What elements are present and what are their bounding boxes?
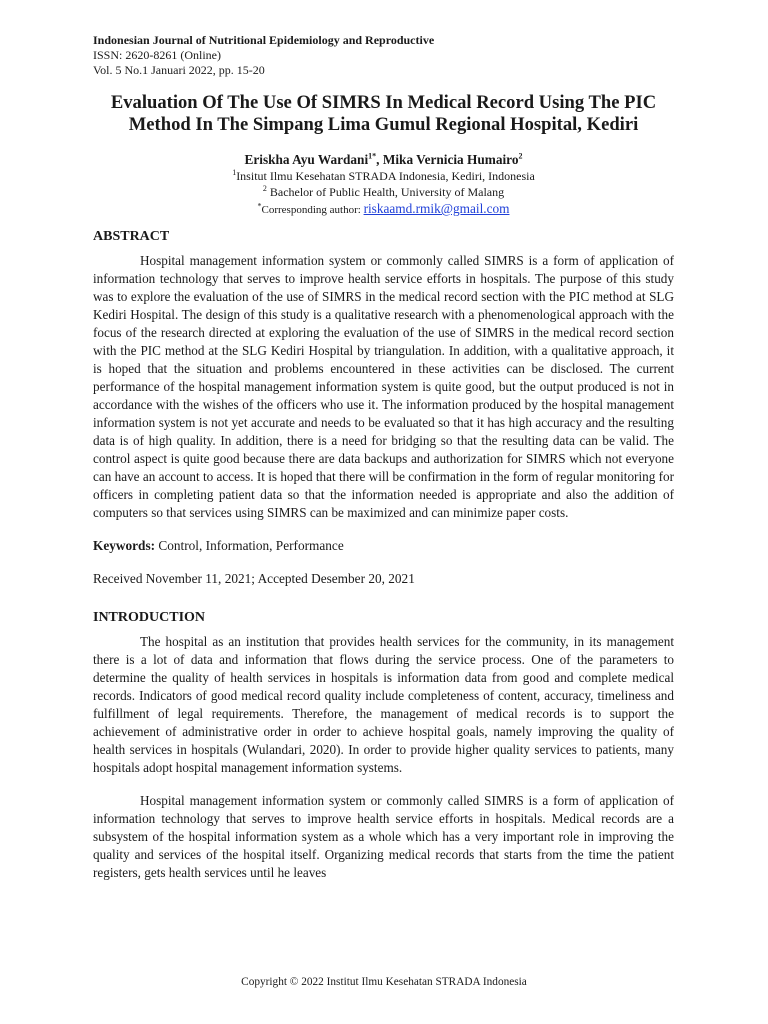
- affiliation-2: [93, 184, 674, 200]
- affiliation-1-marker: 1: [232, 168, 237, 177]
- affiliation-1-text: Insitut Ilmu Kesehatan STRADA Indonesia, Kediri, Indonesia: [236, 169, 535, 183]
- author-separator: ,: [376, 152, 383, 167]
- paper-title: Evaluation Of The Use Of SIMRS In Medical Record Using The PIC Method In The Simpang Lima Gumul Regional Hospital, Kediri: [110, 92, 657, 135]
- corresponding-marker: *: [257, 201, 262, 211]
- author-1: Eriskha Ayu Wardani: [244, 152, 369, 167]
- author-list: [93, 151, 674, 168]
- affiliation-2-text: Bachelor of Public Health, University of Malang: [266, 185, 505, 199]
- journal-issn: ISSN: 2620-8261 (Online): [93, 48, 221, 62]
- author-2-marker: 2: [518, 151, 523, 161]
- paper-page: [93, 33, 674, 882]
- copyright-footer: Copyright © 2022 Institut Ilmu Kesehatan STRADA Indonesia: [241, 976, 527, 988]
- corresponding-email-link[interactable]: riskaamd.rmik@gmail.com: [363, 201, 510, 216]
- journal-header: [93, 33, 674, 78]
- affiliation-1: [93, 168, 674, 184]
- received-dates: Received November 11, 2021; Accepted Desember 20, 2021: [93, 571, 415, 586]
- introduction-paragraph-1: The hospital as an institution that provides health services for the community, in its management there is a lot of data and information that flows during the service process. One of the parameters to determine the quality of health services in hospitals is information data from good and complete medical records. Indicators of good medical record quality include completeness of content, accuracy, timeliness and fulfillment of legal requirements. Therefore, the management of medical records is to support the achievement of administrative order in order to achieve hospital goals, namely improving the quality of health services in hospitals (Wulandari, 2020). In order to provide higher quality services to patients, many hospitals adopt hospital management information systems.: [93, 634, 674, 775]
- author-1-marker: 1*: [368, 151, 377, 161]
- journal-volume: Vol. 5 No.1 Januari 2022, pp. 15-20: [93, 63, 265, 77]
- introduction-heading: INTRODUCTION: [93, 610, 206, 625]
- corresponding-author: [93, 200, 674, 219]
- keywords: [93, 537, 674, 555]
- introduction-paragraph-2: Hospital management information system or commonly called SIMRS is a form of application of information technology that serves to improve health service efforts in hospitals. Medical records are a subsystem of the hospital information system as a whole which has a very important role in improving the quality and services of the hospital itself. Organizing medical records that starts from the time the patient registers, gets health services until he leaves: [93, 793, 674, 880]
- corresponding-label: Corresponding author:: [261, 204, 364, 216]
- journal-name: Indonesian Journal of Nutritional Epidemiology and Reproductive: [93, 33, 435, 47]
- keywords-text: Control, Information, Performance: [155, 538, 344, 553]
- author-2: Mika Vernicia Humairo: [382, 152, 519, 167]
- abstract-text: Hospital management information system or commonly called SIMRS is a form of application of information technology that serves to improve health service efforts in hospitals. The purpose of this study was to explore the evaluation of the use of SIMRS in the medical record section with the PIC method at SLG Kediri Hospital. The design of this study is a qualitative research with a phenomenological approach with the focus of the research directed at exploring the evaluation of the use of SIMRS in the medical record section with the PIC method at the SLG Kediri Hospital by triangulation. In addition, with a qualitative approach, it is hoped that the situation and problems encountered in these activities can be disclosed. The current performance of the hospital management information system is quite good, but the output produced is not in accordance with the wishes of the officers who use it. The information produced by the hospital management information system is not yet accurate and needs to be evaluated so that it has high accuracy and the resulting data is of high quality. In addition, there is a need for bridging so that the resulting data can be valid. The control aspect is quite good because there are data backups and authorization for SIMRS which not everyone can have an account to access. It is hoped that there will be confirmation in the form of regular monitoring for officers in completing patient data so that the information needed is appropriate and also the addition of computers so that services using SIMRS can be maximized and can minimize paper costs.: [93, 253, 674, 520]
- affiliation-2-marker: 2: [262, 184, 267, 193]
- abstract-heading: ABSTRACT: [93, 229, 170, 244]
- keywords-label: Keywords:: [93, 538, 156, 553]
